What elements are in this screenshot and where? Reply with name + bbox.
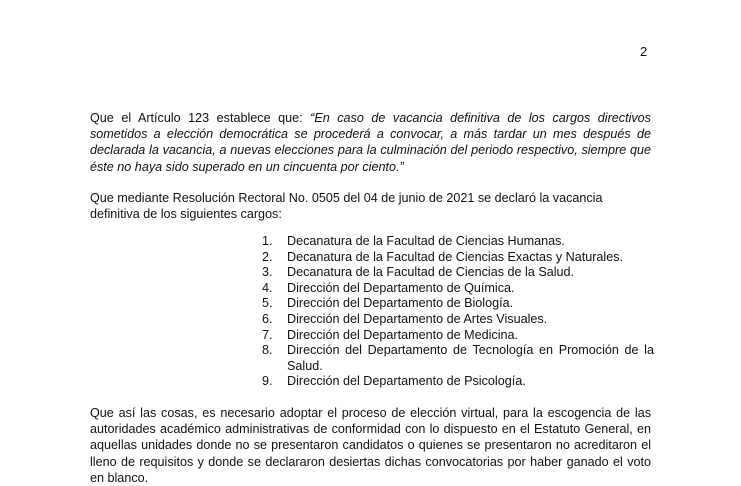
paragraph-article-123-intro: Que el Artículo 123 establece que: [90,111,311,125]
list-item-text: Dirección del Departamento de Tecnología en Promoción de la Salud. [287,343,654,373]
list-item-text: Decanatura de la Facultad de Ciencias Exactas y Naturales. [287,249,624,264]
list-item [262,296,654,312]
paragraph-article-123 [90,110,651,175]
list-item-number: 4. [262,280,273,295]
list-item [262,281,654,297]
list-item-number: 9. [262,374,273,389]
list-item-text: Dirección del Departamento de Medicina. [287,327,519,342]
list-item-number: 3. [262,265,273,280]
list-item-text: Dirección del Departamento de Química. [287,280,515,295]
list-item [262,374,654,390]
paragraph-resolution: Que mediante Resolución Rectoral No. 0505 del 04 de junio de 2021 se declaró la vacancia definitiva de los siguientes cargos: [90,191,603,222]
list-item [262,312,654,328]
paragraph-virtual-election: Que así las cosas, es necesario adoptar el proceso de elección virtual, para la escogencia de las autoridades académico administrativas de conformidad con lo dispuesto en el Estatuto General, en aquellas unidades donde no se presentaron candidatos o quienes se presentaron no acreditaron el lleno de requisitos y donde se declararon desiertas dichas convocatorias por haber ganado el voto en blanco. [90,406,651,485]
vacancy-list [262,234,654,390]
list-item-number: 1. [262,234,273,248]
page-number: 2 [640,44,648,59]
list-item [262,234,654,250]
list-item-number: 7. [262,327,273,342]
list-item-number: 8. [262,343,273,358]
list-item-number: 2. [262,249,273,264]
list-item-text: Decanatura de la Facultad de Ciencias Humanas. [287,234,565,248]
list-item-text: Dirección del Departamento de Artes Visuales. [287,311,548,326]
list-item-number: 5. [262,296,273,311]
list-item [262,328,654,344]
list-item-number: 6. [262,311,273,326]
list-item-text: Decanatura de la Facultad de Ciencias de la Salud. [287,265,575,280]
list-item-text: Dirección del Departamento de Psicología. [287,374,526,389]
list-item [262,265,654,281]
list-item-text: Dirección del Departamento de Biología. [287,296,514,311]
list-item [262,250,654,266]
list-item [262,343,654,374]
paragraph-article-123-quote: “En caso de vacancia definitiva de los cargos directivos sometidos a elección democrática se procederá a convocar, a más tardar un mes después de declarada la vacancia, a nuevas elecciones para la culminación del periodo respectivo, siempre que éste no haya sido superado en un cincuenta por ciento.” [90,111,651,174]
